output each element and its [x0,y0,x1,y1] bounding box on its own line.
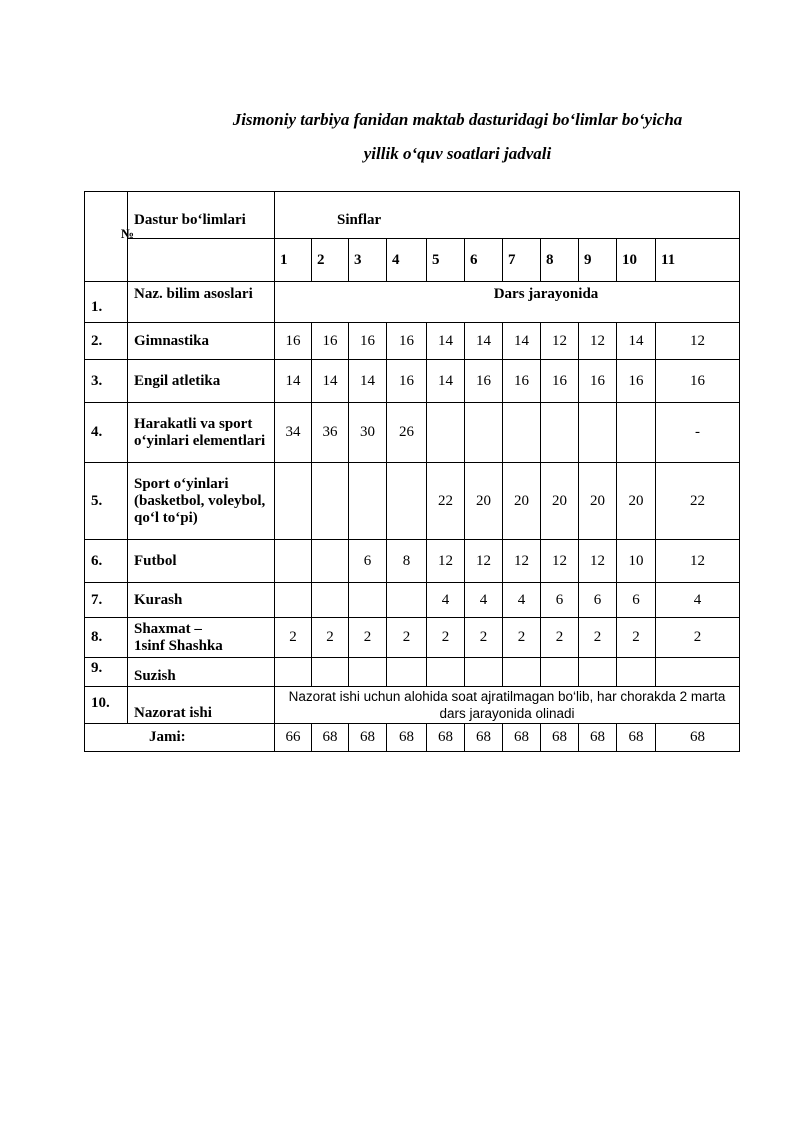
value-cell: 2 [312,618,349,658]
value-cell: 36 [312,403,349,463]
value-cell [579,658,617,687]
value-cell: 12 [503,540,541,583]
value-cell [312,658,349,687]
value-cell: 16 [617,360,656,403]
total-cell: 68 [349,724,387,752]
value-cell: 16 [349,323,387,360]
row-label: Nazorat ishi [128,687,275,724]
value-cell: 12 [427,540,465,583]
value-cell [275,658,312,687]
value-cell: 12 [656,540,740,583]
row-label: Suzish [128,658,275,687]
value-cell [541,658,579,687]
value-cell [312,540,349,583]
class-header: 1 [275,239,312,282]
row-label: Futbol [128,540,275,583]
value-cell [387,463,427,540]
value-cell [617,658,656,687]
total-cell: 68 [312,724,349,752]
value-cell [617,403,656,463]
row-label-line: 1sinf Shashka [134,637,223,654]
class-header: 3 [349,239,387,282]
value-cell: 6 [617,583,656,618]
row-label: Kurash [128,583,275,618]
table-row [85,360,740,403]
value-cell: 2 [387,618,427,658]
total-cell: 68 [503,724,541,752]
row-number: 7. [85,583,128,618]
value-cell: 20 [579,463,617,540]
value-cell [387,583,427,618]
total-cell: 66 [275,724,312,752]
class-header: 10 [617,239,656,282]
value-cell [579,403,617,463]
value-cell: 12 [541,323,579,360]
total-cell: 68 [427,724,465,752]
value-cell: 20 [503,463,541,540]
merged-note: Dars jarayonida [275,282,740,323]
class-header: 2 [312,239,349,282]
value-cell: 4 [503,583,541,618]
value-cell [312,463,349,540]
value-cell [503,403,541,463]
value-cell: 16 [387,360,427,403]
value-cell: 16 [465,360,503,403]
value-cell: 16 [541,360,579,403]
table-row [85,687,740,724]
hours-table [84,191,740,752]
value-cell: 6 [349,540,387,583]
row-label: Gimnastika [128,323,275,360]
value-cell: 2 [617,618,656,658]
value-cell [387,658,427,687]
value-cell: 12 [579,323,617,360]
value-cell: 4 [656,583,740,618]
section-header-label: Dastur bo‘limlari [134,212,246,228]
row-label: Naz. bilim asoslari [128,282,275,323]
value-cell [312,583,349,618]
row-number: 1. [85,282,128,323]
row-label [128,618,275,658]
value-cell [427,403,465,463]
class-header: 4 [387,239,427,282]
class-header: 11 [656,239,740,282]
total-cell: 68 [465,724,503,752]
value-cell: 14 [465,323,503,360]
total-label: Jami: [85,724,275,752]
row-number: 2. [85,323,128,360]
header-row-classes [85,239,740,282]
value-cell: 14 [617,323,656,360]
value-cell: 12 [541,540,579,583]
value-cell: 2 [465,618,503,658]
value-cell: 2 [541,618,579,658]
section-header-cell [128,192,275,239]
value-cell: 8 [387,540,427,583]
value-cell [656,658,740,687]
value-cell: 2 [349,618,387,658]
class-header: 5 [427,239,465,282]
value-cell: 2 [503,618,541,658]
value-cell: 10 [617,540,656,583]
row-label: Harakatli va sport o‘yinlari elementlari [128,403,275,463]
table-row [85,463,740,540]
value-cell: 6 [541,583,579,618]
row-number: 4. [85,403,128,463]
value-cell: 2 [427,618,465,658]
class-header: 6 [465,239,503,282]
table-row [85,583,740,618]
value-cell: 22 [656,463,740,540]
value-cell: 14 [427,360,465,403]
row-label: Sport o‘yinlari (basketbol, voleybol, qo‘l to‘pi) [128,463,275,540]
value-cell [275,583,312,618]
value-cell [427,658,465,687]
value-cell [503,658,541,687]
row-label-line: Shaxmat – [134,620,202,637]
value-cell: 14 [275,360,312,403]
row-number: 5. [85,463,128,540]
table-row [85,282,740,323]
header-row-top [85,192,740,239]
row-number: 3. [85,360,128,403]
total-cell: 68 [579,724,617,752]
value-cell: 16 [275,323,312,360]
value-cell [349,658,387,687]
section-header-blank [128,239,275,282]
value-cell: 34 [275,403,312,463]
value-cell: 4 [427,583,465,618]
classes-header-label: Sinflar [337,212,382,228]
number-sign: № [121,226,135,241]
row-number: 9. [85,658,128,687]
table-row [85,618,740,658]
row-label: Engil atletika [128,360,275,403]
document-title-line2: yillik o‘quv soatlari jadvali [363,144,552,163]
value-cell: 2 [656,618,740,658]
value-cell: 14 [427,323,465,360]
value-cell: 16 [503,360,541,403]
number-header-cell [85,192,135,282]
value-cell: 16 [312,323,349,360]
class-header: 8 [541,239,579,282]
total-row [85,724,740,752]
row-number: 10. [85,687,128,724]
value-cell: 12 [465,540,503,583]
value-cell: 26 [387,403,427,463]
value-cell: 20 [617,463,656,540]
value-cell: - [656,403,740,463]
value-cell [349,463,387,540]
total-cell: 68 [387,724,427,752]
table-row [85,540,740,583]
value-cell: 12 [579,540,617,583]
document-title-line1: Jismoniy tarbiya fanidan maktab dasturidagi bo‘limlar bo‘yicha [232,110,683,129]
value-cell: 4 [465,583,503,618]
value-cell: 14 [349,360,387,403]
value-cell: 14 [503,323,541,360]
table-row [85,658,740,687]
class-header: 7 [503,239,541,282]
merged-note: Nazorat ishi uchun alohida soat ajratilmagan bo‘lib, har chorakda 2 marta dars jarayonida olinadi [275,687,740,724]
value-cell: 30 [349,403,387,463]
value-cell: 22 [427,463,465,540]
value-cell: 14 [312,360,349,403]
table-row [85,323,740,360]
classes-header-cell [275,192,740,239]
value-cell: 2 [579,618,617,658]
total-cell: 68 [541,724,579,752]
value-cell: 2 [275,618,312,658]
value-cell: 6 [579,583,617,618]
total-cell: 68 [617,724,656,752]
class-header: 9 [579,239,617,282]
total-cell: 68 [656,724,740,752]
value-cell [275,540,312,583]
value-cell [465,658,503,687]
table-row [85,403,740,463]
value-cell [465,403,503,463]
row-number: 8. [85,618,128,658]
value-cell [275,463,312,540]
value-cell: 12 [656,323,740,360]
value-cell: 20 [465,463,503,540]
value-cell [541,403,579,463]
value-cell [349,583,387,618]
value-cell: 16 [387,323,427,360]
value-cell: 20 [541,463,579,540]
value-cell: 16 [656,360,740,403]
row-number: 6. [85,540,128,583]
value-cell: 16 [579,360,617,403]
